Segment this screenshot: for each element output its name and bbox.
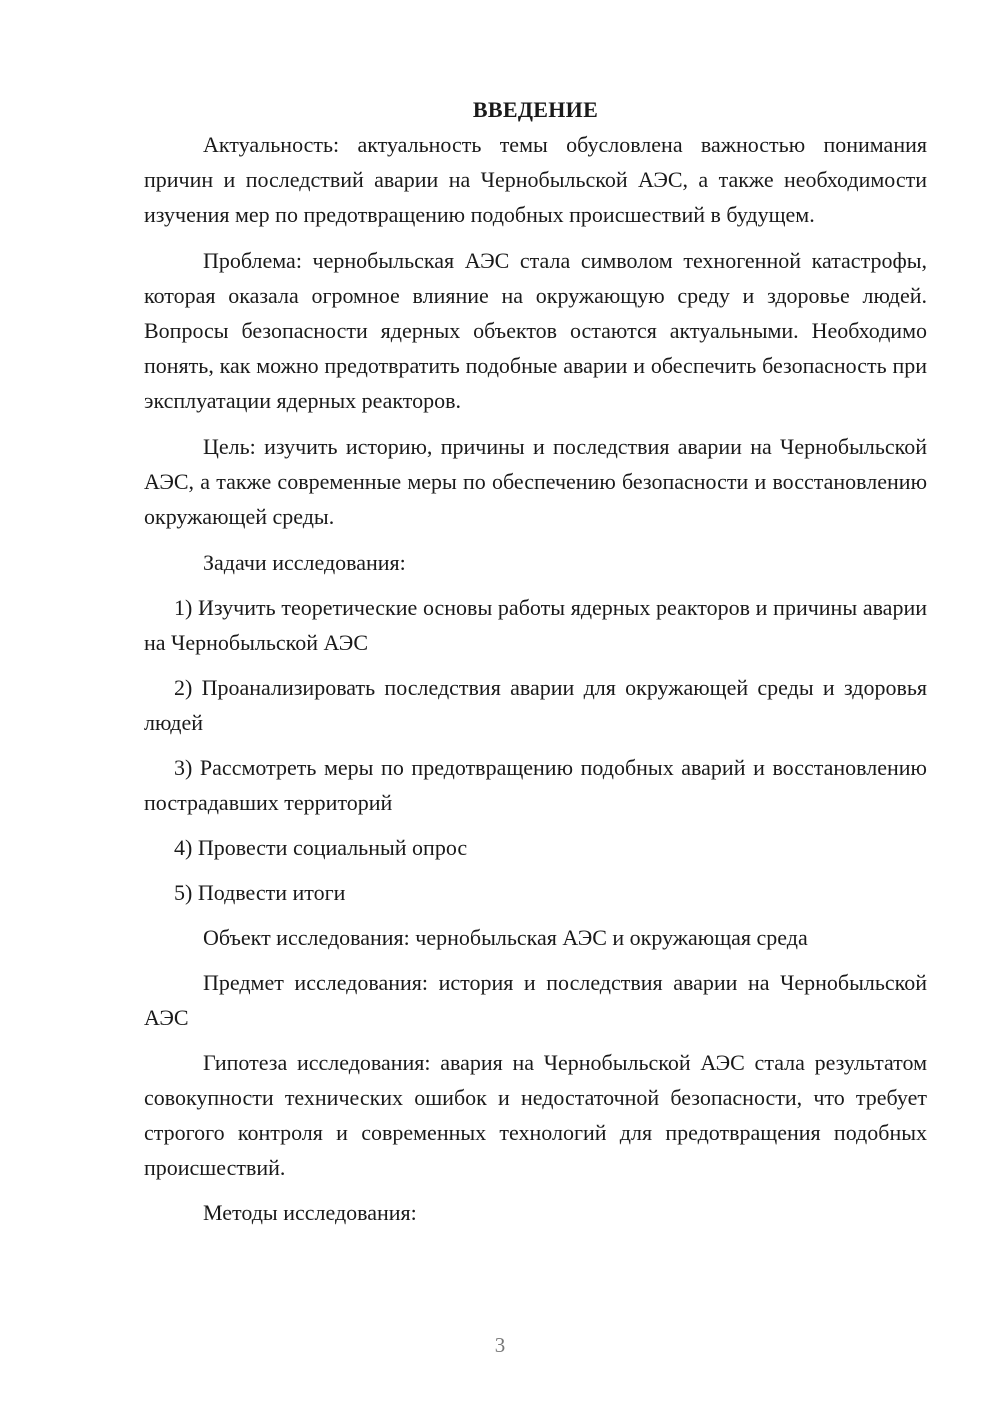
paragraph-object: Объект исследования: чернобыльская АЭС и окружающая среда — [203, 925, 808, 950]
list-item-task-4: 4) Провести социальный опрос — [174, 835, 468, 860]
paragraph-subject: Предмет исследования: история и последствия аварии на Чернобыльской АЭС — [144, 970, 927, 1030]
list-item-task-3: 3) Рассмотреть меры по предотвращению подобных аварий и восстановлению пострадавших территорий — [144, 755, 927, 815]
paragraph-methods-heading: Методы исследования: — [203, 1200, 417, 1225]
paragraph-goal: Цель: изучить историю, причины и последствия аварии на Чернобыльской АЭС, а также современные меры по обеспечению безопасности и восстановлению окружающей среды. — [144, 434, 927, 529]
paragraph-hypothesis: Гипотеза исследования: авария на Чернобыльской АЭС стала результатом совокупности технических ошибок и недостаточной безопасности, что требует строгого контроля и современных технологий для предотвращения подобных происшествий. — [144, 1050, 927, 1180]
paragraph-relevance: Актуальность: актуальность темы обусловлена важностью понимания причин и последствий аварии на Чернобыльской АЭС, а также необходимости изучения мер по предотвращению подобных происшествий в будущем. — [144, 132, 927, 227]
paragraph-tasks-heading: Задачи исследования: — [203, 550, 406, 575]
list-item-task-1: 1) Изучить теоретические основы работы ядерных реакторов и причины аварии на Чернобыльской АЭС — [144, 595, 927, 655]
section-title: ВВЕДЕНИЕ — [472, 97, 599, 122]
paragraph-problem: Проблема: чернобыльская АЭС стала символом техногенной катастрофы, которая оказала огромное влияние на окружающую среду и здоровье людей. Вопросы безопасности ядерных объектов остаются актуальными. Необходимо понять, как можно предотвратить подобные аварии и обеспечить безопасность при эксплуатации ядерных реакторов. — [144, 248, 927, 413]
list-item-task-5: 5) Подвести итоги — [174, 880, 346, 905]
document-page — [144, 92, 927, 1230]
list-item-task-2: 2) Проанализировать последствия аварии для окружающей среды и здоровья людей — [144, 675, 927, 735]
page-number: 3 — [494, 1333, 506, 1357]
